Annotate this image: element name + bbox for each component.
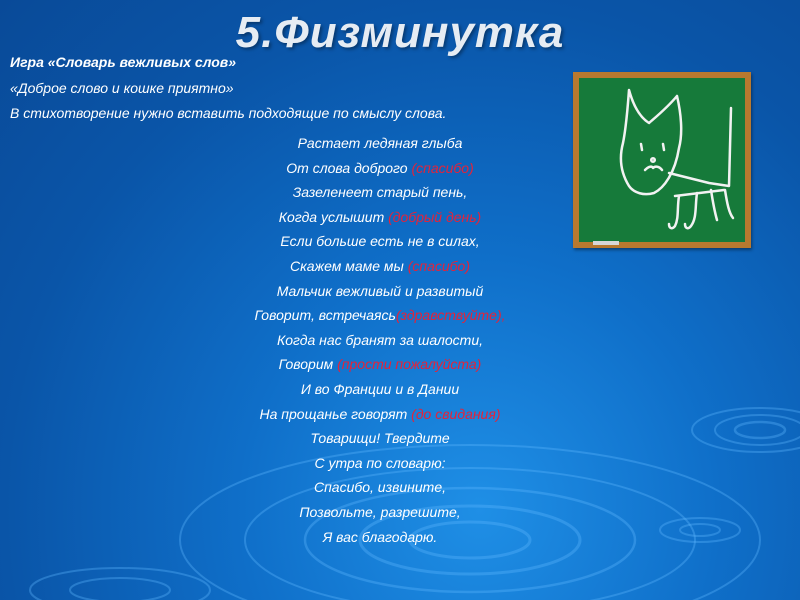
poem-line-text: Говорит, встречаясь — [254, 307, 396, 324]
poem-line — [0, 303, 760, 328]
poem-line-text: От слова доброго — [286, 159, 412, 176]
poem-line-text: Товарищи! Твердите — [310, 430, 450, 447]
poem-line — [0, 426, 760, 451]
poem-line — [0, 500, 760, 525]
poem-line-text: И во Франции и в Дании — [300, 380, 460, 397]
slide-title: 5.Физминутка — [235, 8, 565, 57]
poem-line-text: Скажем маме мы — [290, 257, 408, 274]
poem-answer: (добрый день) — [388, 208, 482, 225]
poem-line-text: Мальчик вежливый и развитый — [276, 282, 484, 299]
proverb: «Доброе слово и кошке приятно» — [10, 80, 234, 96]
instruction: В стихотворение нужно вставить подходящие по смыслу слова. — [10, 105, 447, 121]
poem-line — [0, 451, 760, 476]
poem-line — [0, 377, 760, 402]
poem-line — [0, 254, 760, 279]
poem-line-text: На прощанье говорят — [259, 405, 412, 422]
poem-line-text: С утра по словарю: — [314, 454, 446, 471]
poem-line — [0, 279, 760, 304]
poem-answer: (здравствуйте), — [395, 307, 506, 324]
poem-answer: (до свидания) — [411, 405, 501, 422]
poem-line-text: Если больше есть не в силах, — [280, 233, 480, 250]
poem-line-text: Когда услышит — [278, 208, 389, 225]
poem-line-text: Говорим — [278, 356, 338, 373]
poem-answer: (спасибо) — [411, 159, 474, 176]
game-title: Игра «Словарь вежливых слов» — [10, 54, 237, 70]
poem-line — [0, 402, 760, 427]
poem-answer: (спасибо) — [407, 257, 470, 274]
poem-line-text: Когда нас бранят за шалости, — [276, 331, 484, 348]
poem-line — [0, 328, 760, 353]
chalk-stick — [593, 241, 619, 245]
poem-line-text: Позвольте, разрешите, — [299, 503, 461, 520]
chalkboard-picture — [573, 72, 751, 248]
poem-line — [0, 352, 760, 377]
poem-line-text: Я вас благодарю. — [322, 528, 438, 545]
poem-line-text: Растает ледяная глыба — [297, 135, 463, 151]
poem-line-text: Спасибо, извините, — [313, 479, 447, 496]
cat-drawing-icon — [579, 78, 745, 242]
poem-line — [0, 525, 760, 550]
poem-answer: (прости пожалуйста) — [337, 356, 482, 373]
poem-line-text: Зазеленеет старый пень, — [292, 184, 468, 201]
poem-line — [0, 475, 760, 500]
